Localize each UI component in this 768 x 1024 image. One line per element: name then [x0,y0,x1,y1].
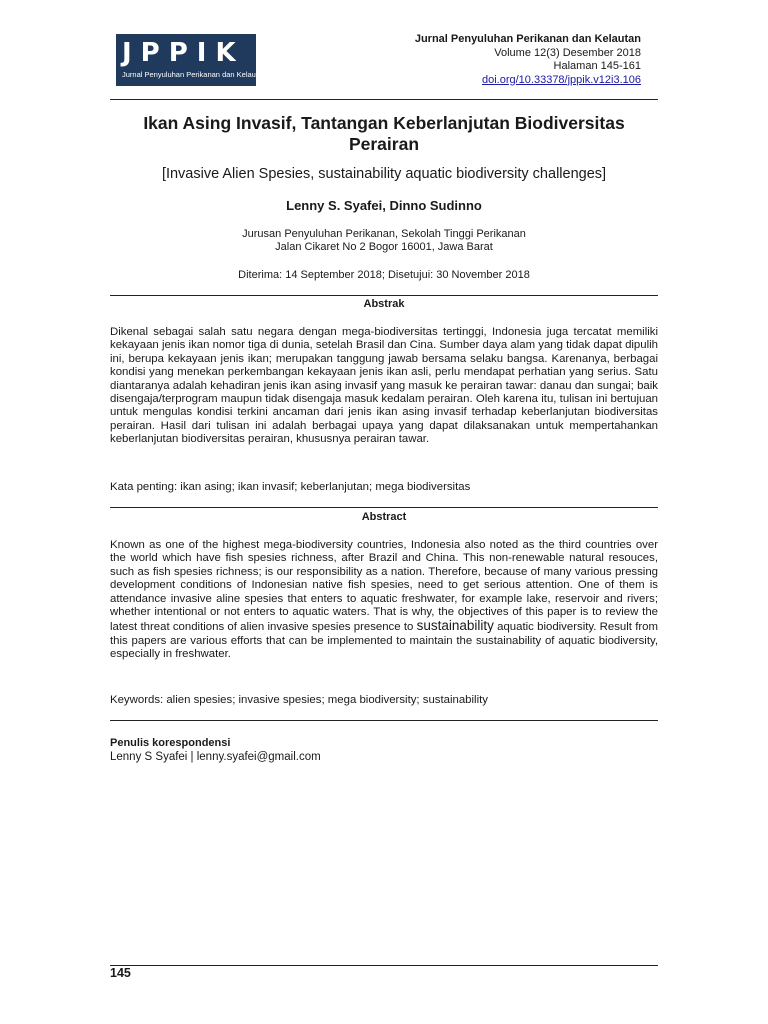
header-divider [110,99,658,100]
logo-letters: JPPIK [122,38,245,68]
abstrak-heading: Abstrak [363,298,405,310]
abstract-emphasis: sustainability [416,618,494,634]
author-affiliation [110,228,658,254]
abstract-text-part: Known as one of the highest mega-biodiversity countries, Indonesia also noted as the third countries over the world which have fish spesies richness, after Brazil and China. This non-renewable natural resouces, such as fish spesies richness; is our responsibility as a nation. Therefore, because of many various pressing development conditions of Indonesian native fish spesies, need to get serious attention. One of them is attendance invasive aline spesies that enters to aquatic freshwater, for example lake, reservoir and rivers; whether intentional or not enters to aquatic waters. That is why, the objectives of this paper is to review the latest threat conditions of alien invasive spesies presence to [110,539,658,634]
correspondence-heading: Penulis korespondensi [110,737,231,749]
journal-header [415,33,641,87]
abstract-text [110,539,658,662]
received-accepted-dates: Diterima: 14 September 2018; Disetujui: 30 November 2018 [238,269,530,281]
article-title: Ikan Asing Invasif, Tantangan Keberlanjutan Biodiversitas Perairan [143,113,625,154]
journal-volume: Volume 12(3) Desember 2018 [494,46,641,59]
journal-name: Jurnal Penyuluhan Perikanan dan Kelautan [414,33,641,45]
article-subtitle: [Invasive Alien Spesies, sustainability aquatic biodiversity challenges] [161,166,607,182]
abstract-keywords: Keywords: alien spesies; invasive spesies; mega biodiversity; sustainability [110,694,488,706]
affiliation-line: Jalan Cikaret No 2 Bogor 16001, Jawa Barat [275,241,493,253]
logo-subtitle: Jurnal Penyuluhan Perikanan dan Kelautan [122,70,267,79]
abstract-text-part: aquatic biodiversity. Result from this papers are various efforts that can be implemented to maintain the sustainability of aquatic biodiversity, especially in freshwater. [110,621,658,661]
abstrak-keywords: Kata penting: ikan asing; ikan invasif; keberlanjutan; mega biodiversitas [110,481,471,493]
doi-link[interactable]: doi.org/10.33378/jppik.v12i3.106 [481,73,641,86]
section-divider [110,295,658,296]
page-number: 145 [110,966,131,980]
abstract-heading: Abstract [361,511,407,523]
journal-pages: Halaman 145-161 [553,60,641,72]
section-divider [110,507,658,508]
abstrak-text: Dikenal sebagai salah satu negara dengan mega-biodiversitas tertinggi, Indonesia juga tercatat memiliki kekayaan jenis ikan nomor tiga di dunia, setelah Brasil dan Cina. Sumber daya alam yang tidak dapat dipulih ini, berupa kekayaan jenis ikan; merupakan tanggung jawab bersama selaku bangsa. Karenanya, berbagai kondisi yang menekan perkembangan kekayaan jenis ikan asli, perlu mendapat perhatian yang serius. Satu diantaranya adalah kehadiran jenis ikan asing invasif yang masuk ke perairan tawar: danau dan sungai; baik disengaja/terprogram maupun tidak disengaja masuk kedalam perairan. Oleh karena itu, tulisan ini bertujuan untuk mengulas kondisi terkini ancaman dari jenis ikan asing invasif terhadap keberlanjutan biodiversitas perairan. Hasil dari tulisan ini adalah berbagai upaya yang dapat dilaksanakan untuk mempertahankan keberlanjutan biodiversitas perairan, khususnya perairan tawar. [110,326,658,446]
affiliation-line: Jurusan Penyuluhan Perikanan, Sekolah Tinggi Perikanan [242,228,526,240]
footer-divider [110,965,658,966]
article-authors: Lenny S. Syafei, Dinno Sudinno [286,198,482,213]
correspondence-contact: Lenny S Syafei | lenny.syafei@gmail.com [110,751,321,763]
section-divider [110,720,658,721]
journal-logo [116,34,267,86]
